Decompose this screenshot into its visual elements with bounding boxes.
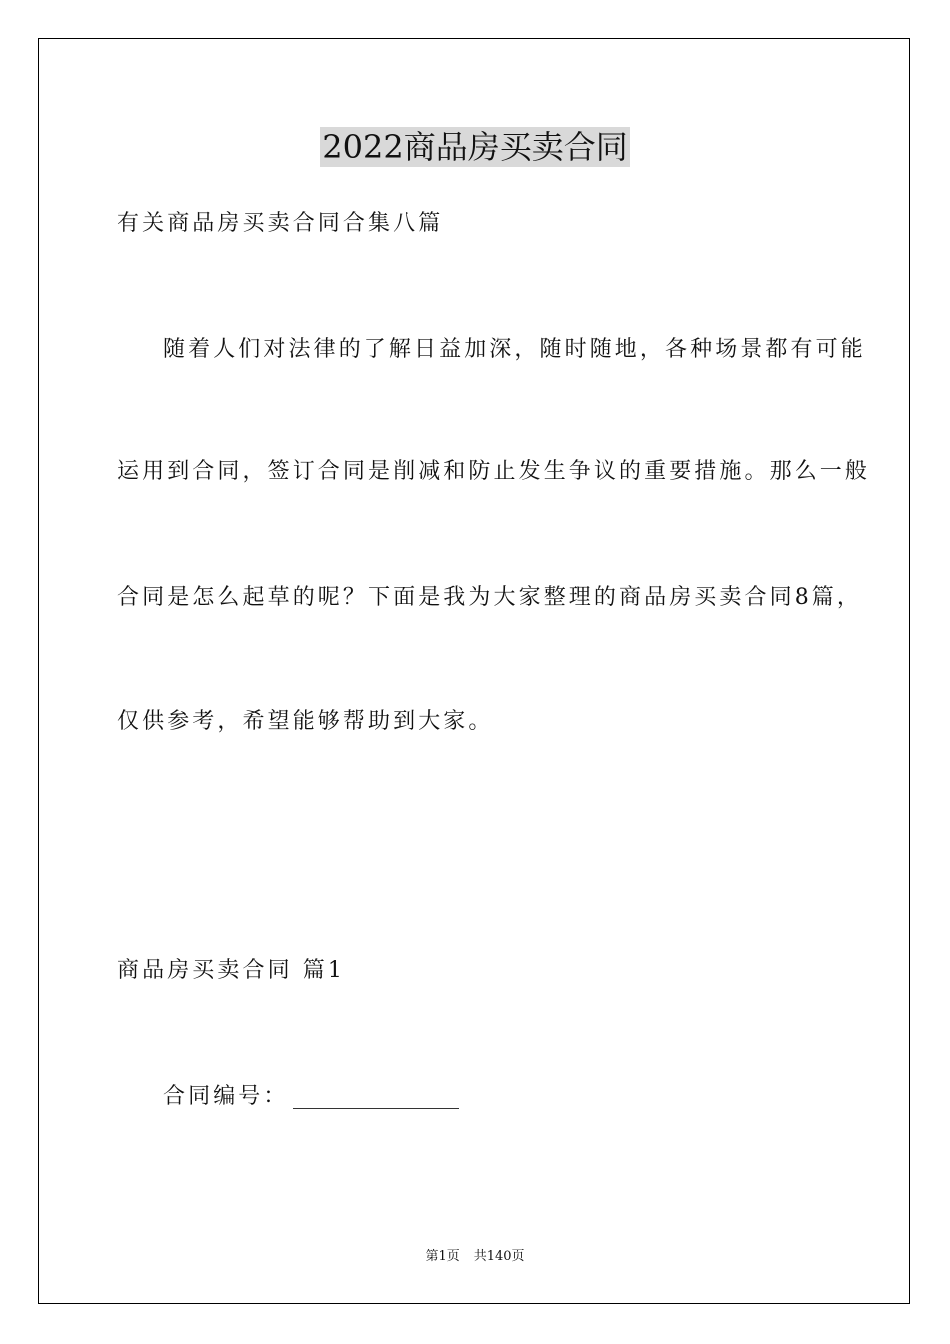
paragraph-line-2: 运用到合同，签订合同是削减和防止发生争议的重要措施。那么一般: [117, 459, 871, 484]
paragraph-line-3: 合同是怎么起草的呢？下面是我为大家整理的商品房买卖合同8篇，: [117, 585, 862, 610]
page-total: 共140页: [473, 1249, 525, 1264]
paragraph-line-1: 随着人们对法律的了解日益加深，随时随地，各种场景都有可能: [163, 337, 866, 362]
title-container: [0, 127, 950, 167]
contract-number-row: [163, 1082, 459, 1112]
section-heading: 商品房买卖合同 篇1: [117, 958, 345, 983]
page-footer: [0, 1248, 950, 1266]
contract-number-blank: [293, 1086, 459, 1109]
paragraph-line-4: 仅供参考，希望能够帮助到大家。: [117, 709, 494, 734]
document-title: 2022商品房买卖合同: [322, 128, 628, 166]
document-subtitle: 有关商品房买卖合同合集八篇: [117, 211, 444, 236]
page-current: 第1页: [425, 1249, 460, 1264]
contract-number-label: 合同编号：: [163, 1084, 289, 1109]
